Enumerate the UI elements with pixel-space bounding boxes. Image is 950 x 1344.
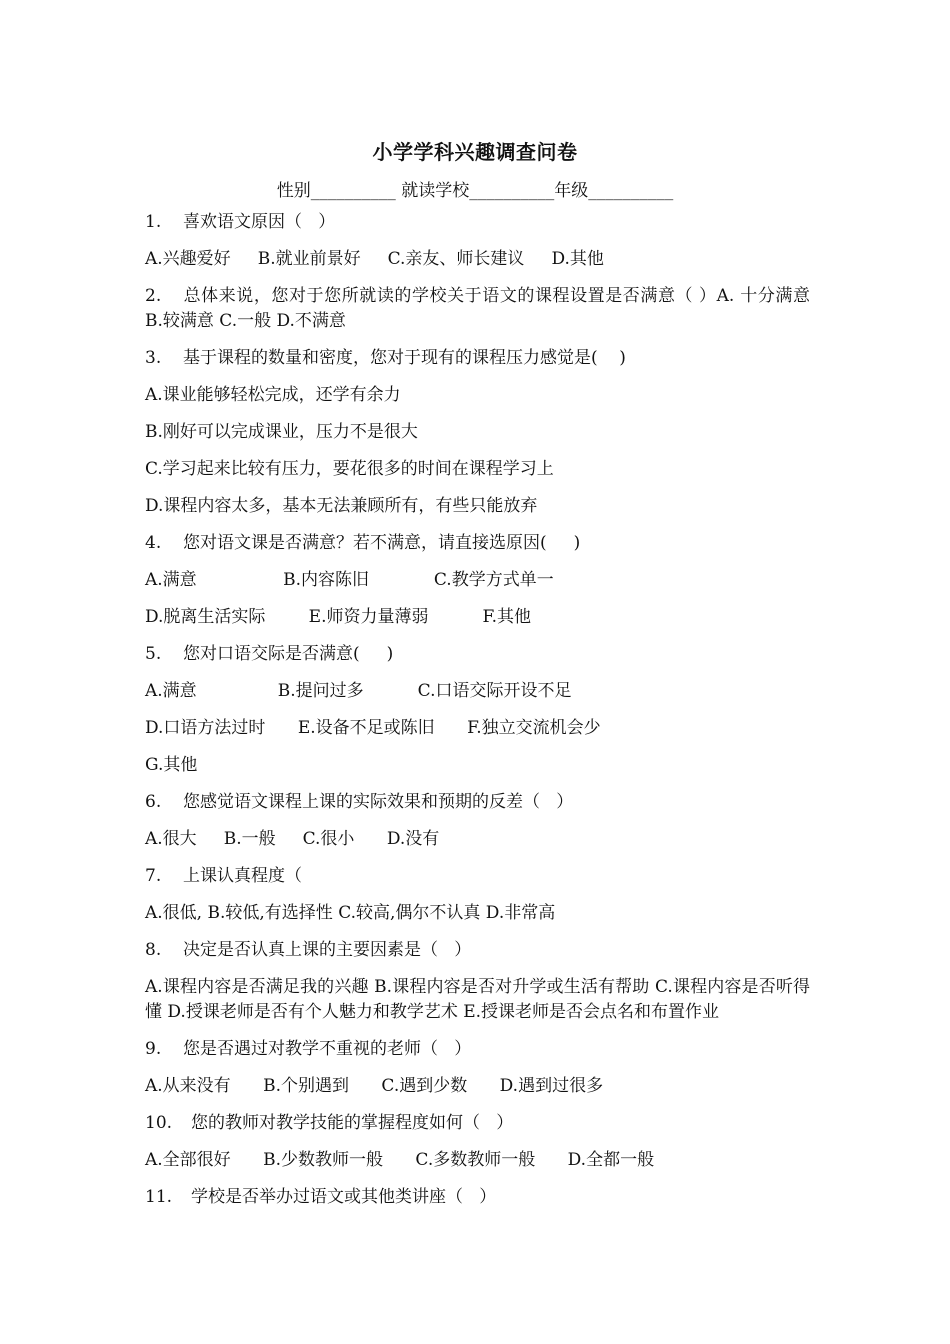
respondent-info-line: 性别__________ 就读学校__________年级__________ (276, 181, 674, 201)
question-5-options-row-2: D.口语方法过时 E.设备不足或陈旧 F.独立交流机会少 (145, 718, 601, 738)
question-number: 3. (145, 348, 162, 368)
question-3-option-d: D.课程内容太多，基本无法兼顾所有，有些只能放弃 (145, 496, 538, 516)
question-1 (145, 210, 810, 235)
question-7-options: A.很低, B.较低,有选择性 C.较高,偶尔不认真 D.非常高 (145, 903, 556, 923)
question-1-options: A.兴趣爱好 B.就业前景好 C.亲友、师长建议 D.其他 (145, 249, 604, 269)
question-number: 9. (145, 1039, 162, 1059)
question-text: 您是否遇过对教学不重视的老师（ ） (183, 1039, 472, 1059)
question-number: 4. (145, 533, 162, 553)
question-10 (145, 1111, 810, 1136)
question-text: 决定是否认真上课的主要因素是（ ） (183, 940, 472, 960)
question-number: 7. (145, 866, 162, 886)
question-3 (145, 346, 810, 371)
question-3-option-a: A.课业能够轻松完成，还学有余力 (145, 385, 401, 405)
question-5 (145, 642, 810, 667)
question-number: 11. (145, 1187, 173, 1207)
question-number: 8. (145, 940, 162, 960)
question-number: 10. (145, 1113, 173, 1133)
question-9 (145, 1037, 810, 1062)
question-2 (145, 284, 810, 334)
page-title: 小学学科兴趣调查问卷 (372, 140, 578, 164)
question-5-options-row-3: G.其他 (145, 755, 198, 775)
question-5-options-row-1: A.满意 B.提问过多 C.口语交际开设不足 (145, 681, 572, 701)
question-text: 喜欢语文原因（ ） (183, 212, 336, 232)
question-number: 5. (145, 644, 162, 664)
question-text: 您对口语交际是否满意( ) (183, 644, 394, 664)
question-7 (145, 864, 810, 889)
question-9-options: A.从来没有 B.个别遇到 C.遇到少数 D.遇到过很多 (145, 1076, 604, 1096)
question-text: 您的教师对教学技能的掌握程度如何（ ） (191, 1113, 514, 1133)
question-8-options: A.课程内容是否满足我的兴趣 B.课程内容是否对升学或生活有帮助 C.课程内容是否听得懂 D.授课老师是否有个人魅力和教学艺术 E.授课老师是否会点名和布置作业 (145, 977, 810, 1022)
question-text: 您对语文课是否满意？若不满意，请直接选原因( ) (183, 533, 581, 553)
question-number: 1. (145, 212, 162, 232)
question-text: 总体来说，您对于您所就读的学校关于语文的课程设置是否满意（ ）A. 十分满意 B.较满意 C.一般 D.不满意 (145, 286, 810, 331)
question-text: 学校是否举办过语文或其他类讲座（ ） (191, 1187, 497, 1207)
question-text: 上课认真程度（ (183, 866, 302, 886)
question-4-options-row-1: A.满意 B.内容陈旧 C.教学方式单一 (145, 570, 554, 590)
question-4 (145, 531, 810, 556)
question-list (145, 210, 810, 1222)
question-3-option-c: C.学习起来比较有压力，要花很多的时间在课程学习上 (145, 459, 554, 479)
question-10-options: A.全部很好 B.少数教师一般 C.多数教师一般 D.全都一般 (145, 1150, 655, 1170)
question-3-option-b: B.刚好可以完成课业，压力不是很大 (145, 422, 418, 442)
question-number: 6. (145, 792, 162, 812)
question-6-options: A.很大 B.一般 C.很小 D.没有 (145, 829, 440, 849)
question-6 (145, 790, 810, 815)
question-11 (145, 1185, 810, 1210)
question-number: 2. (145, 286, 162, 306)
question-text: 基于课程的数量和密度，您对于现有的课程压力感觉是( ) (183, 348, 626, 368)
question-4-options-row-2: D.脱离生活实际 E.师资力量薄弱 F.其他 (145, 607, 532, 627)
question-8 (145, 938, 810, 963)
question-text: 您感觉语文课程上课的实际效果和预期的反差（ ） (183, 792, 574, 812)
